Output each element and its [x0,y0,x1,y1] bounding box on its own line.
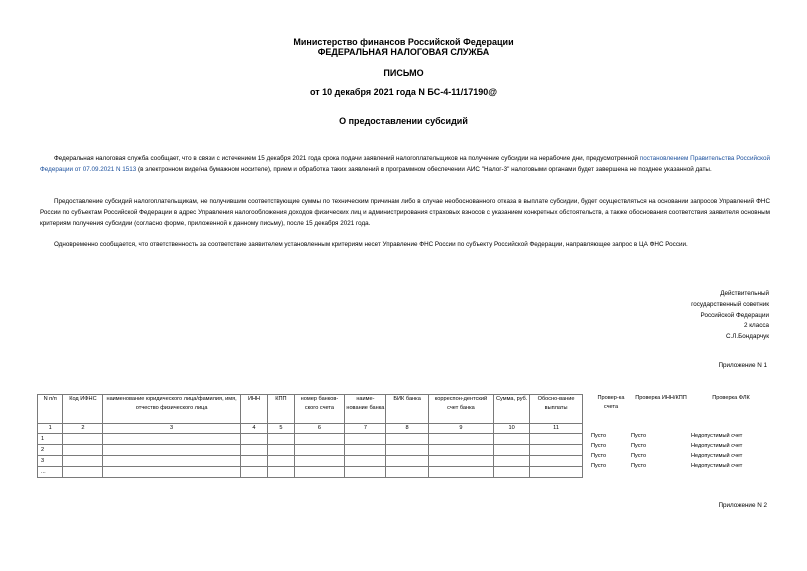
annex-2-label: Приложение N 2 [718,502,767,509]
checks-row [591,431,771,441]
checks-col-header: Провер-ка счета [597,395,625,410]
signature-title-1: Действительный [720,290,769,297]
table-cell [428,467,493,478]
document-subject: О предоставлении субсидий [339,116,468,126]
table-cell [428,445,493,456]
table-row [38,445,583,456]
subsidy-request-table [37,394,583,478]
checks-spacer [691,422,771,431]
checks-row [591,451,771,461]
inn-kpp-check: Пусто [631,452,647,459]
service-name: ФЕДЕРАЛЬНАЯ НАЛОГОВАЯ СЛУЖБА [317,47,490,57]
column-number: 3 [103,424,240,434]
checks-spacer [591,422,631,431]
table-cell [530,434,583,445]
document-type: ПИСЬМО [383,68,424,78]
ministry-name: Министерство финансов Российской Федерации [293,37,514,47]
col-header: наиме-нование банка [345,395,386,424]
checks-col-header: Проверка ФЛК [712,395,750,401]
signature-title-3: Российской Федерации [700,311,769,319]
table-cell [345,445,386,456]
paragraph-2: Предоставление субсидий налогоплательщикам, не получившим соответствующие суммы по техническим причинам либо в случае необоснованного отказа в выплате субсидии, будет осуществляться на основании запросов Управлений ФНС России по субъектам Российской Федерации в адрес Управления налогообложения доходов физических лиц и администрирования страховых взносов с указанием конкретных обстоятельств, а также обоснования соответствия заявителя основным критериям получения субсидии (согласно форме, приложенной к данному письму), после 15 декабря 2021 года. [40,198,770,227]
table-cell [103,456,240,467]
row-number: 1 [38,434,63,445]
table-cell [240,456,267,467]
table-cell [63,456,103,467]
table-cell [345,456,386,467]
column-number: 5 [268,424,294,434]
table-cell [494,445,530,456]
document-date-number: от 10 декабря 2021 года N БС-4-11/17190@ [309,87,498,97]
signature-name: С.Л.Бондарчук [725,333,769,341]
table-cell [386,445,428,456]
column-number: 9 [428,424,493,434]
col-header: Обосно-вание выплаты [530,395,583,424]
table-cell [63,445,103,456]
table-cell [428,456,493,467]
account-check: Пусто [591,462,607,469]
table-cell [294,467,345,478]
checks-col-header: Проверка ИНН/КПП [635,395,687,401]
column-number: 6 [294,424,345,434]
table-cell [345,434,386,445]
table-cell [386,456,428,467]
checks-row [591,441,771,451]
paragraph-3: Одновременно сообщается, что ответственность за соответствие заявителем установленным критериям несет Управление ФНС России по субъекту Российской Федерации, направляющее запрос в ЦА ФНС России. [54,241,688,248]
paragraph-1 [40,153,770,175]
col-header: БИК банка [386,395,428,424]
flk-check: Недопустимый счет [691,462,743,469]
table-cell [294,445,345,456]
row-number: 2 [38,445,63,456]
table-cell [240,445,267,456]
table-cell [103,434,240,445]
table-cell [63,434,103,445]
checks-spacer [631,422,691,431]
inn-kpp-check: Пусто [631,462,647,469]
column-number: 2 [63,424,103,434]
flk-check: Недопустимый счет [691,432,743,439]
checks-spacer-row [591,422,771,431]
table-cell [268,467,294,478]
inn-kpp-check: Пусто [631,432,647,439]
col-header: номер банков-ского счета [294,395,345,424]
table-header-row [38,395,583,424]
column-number: 1 [38,424,63,434]
col-header: наименование юридического лица/фамилия, имя, отчество физического лица [103,395,240,424]
account-check: Пусто [591,442,607,449]
table-cell [268,456,294,467]
table-cell [530,456,583,467]
col-header: N п/п [38,395,63,424]
col-header: Код ИФНС [63,395,103,424]
row-number: ... [38,467,63,478]
signature-title-2: государственный советник [691,300,769,308]
row-number: 3 [38,456,63,467]
column-number: 10 [494,424,530,434]
table-row [38,434,583,445]
table-cell [268,445,294,456]
account-check: Пусто [591,432,607,439]
table-cell [494,434,530,445]
checks-row [591,461,771,471]
account-check: Пусто [591,452,607,459]
column-number: 4 [240,424,267,434]
table-cell [268,434,294,445]
resolution-link[interactable]: постановлением Правительства Российской Федерации от 07.09.2021 N 1513 [40,155,770,173]
inn-kpp-check: Пусто [631,442,647,449]
checks-header-row [591,394,771,422]
annex-1-label: Приложение N 1 [718,362,767,369]
table-cell [494,456,530,467]
table-cell [345,467,386,478]
table-cell [103,445,240,456]
column-number: 11 [530,424,583,434]
table-cell [530,467,583,478]
flk-check: Недопустимый счет [691,442,743,449]
table-cell [386,467,428,478]
col-header: Сумма, руб. [494,395,530,424]
table-cell [494,467,530,478]
table-cell [240,467,267,478]
column-number: 8 [386,424,428,434]
signature-title-4: 2 класса [743,322,769,330]
table-cell [530,445,583,456]
table-cell [294,456,345,467]
paragraph-1-text-a: Федеральная налоговая служба сообщает, что в связи с истечением 15 декабря 2021 года срока подачи заявлений налогоплательщиков на получение субсидии на нерабочие дни, предусмотренной [54,155,640,162]
paragraph-1-text-b: (в электронном виде/на бумажном носителе), прием и обработка таких заявлений в программном обеспечении АИС "Налог-3" налоговыми органами будет завершена не позднее указанной даты. [136,166,712,173]
check-results-table [591,394,771,471]
table-cell [63,467,103,478]
table-row [38,467,583,478]
col-header: ИНН [240,395,267,424]
column-number-row [38,424,583,434]
col-header: корреспон-дентский счет банка [428,395,493,424]
column-number: 7 [345,424,386,434]
table-cell [386,434,428,445]
signature-block [569,289,769,343]
table-cell [103,467,240,478]
col-header: КПП [268,395,294,424]
table-row [38,456,583,467]
flk-check: Недопустимый счет [691,452,743,459]
table-cell [294,434,345,445]
table-cell [428,434,493,445]
table-cell [240,434,267,445]
